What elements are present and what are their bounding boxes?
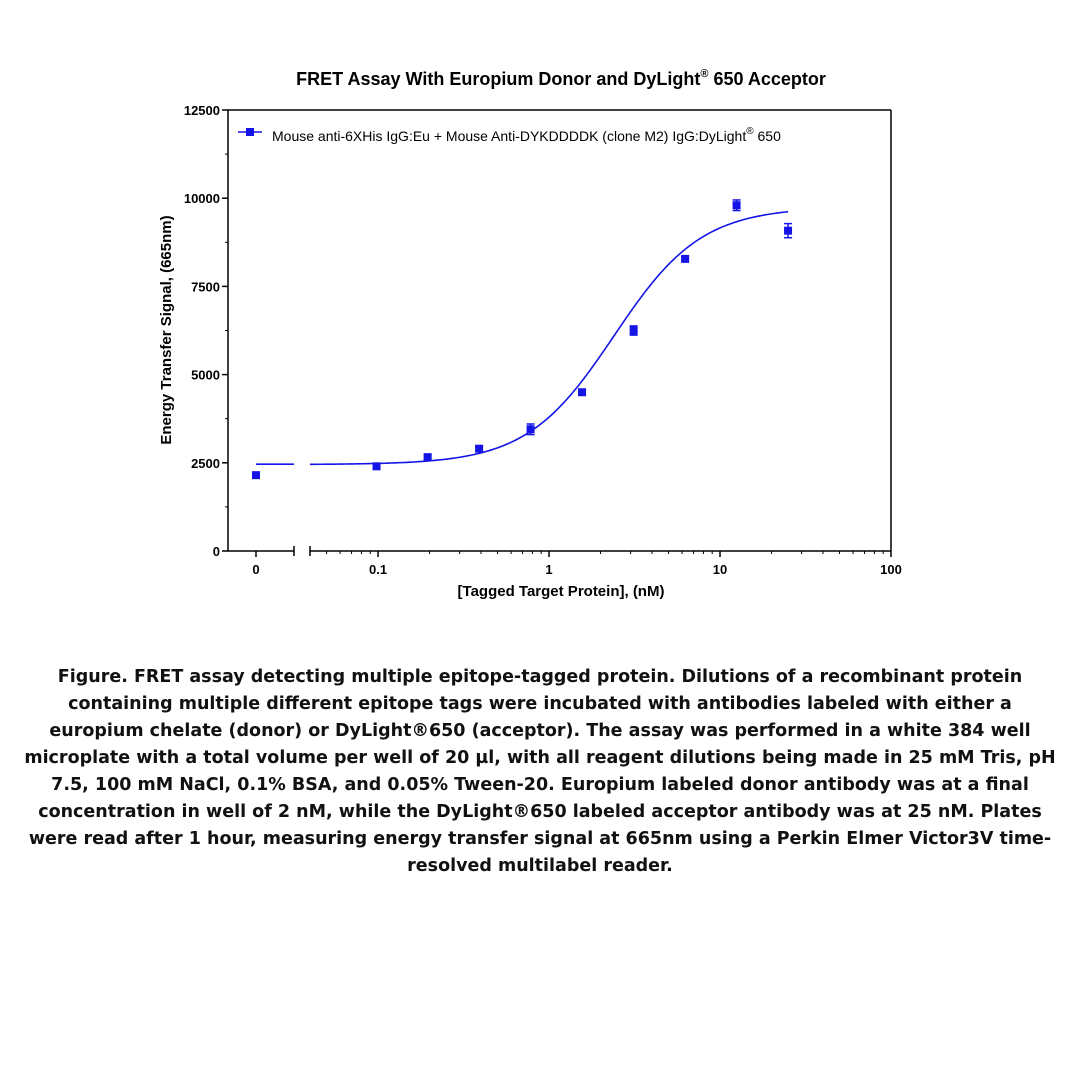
x-tick-label: 0	[252, 562, 260, 577]
fit-curve	[310, 212, 788, 465]
x-tick-label: 0.1	[369, 562, 388, 577]
y-tick-label: 7500	[191, 279, 220, 295]
chart-title: FRET Assay With Europium Donor and DyLight® 650 Acceptor	[296, 68, 826, 89]
x-tick-label: 1	[545, 562, 553, 577]
figure-caption: Figure. FRET assay detecting multiple epitope-tagged protein. Dilutions of a recombinant protein containing multiple different epitope tags were incubated with antibodies labeled with either a europium chelate (donor) or DyLight®650 (acceptor). The assay was performed in a white 384 well microplate with a total volume per well of 20 µl, with all reagent dilutions being made in 25 mM Tris, pH 7.5, 100 mM NaCl, 0.1% BSA, and 0.05% Tween-20. Europium labeled donor antibody was at a final concentration in well of 2 nM, while the DyLight®650 labeled acceptor antibody was at 25 nM. Plates were read after 1 hour, measuring energy transfer signal at 665nm using a Perkin Elmer Victor3V time-resolved multilabel reader.	[24, 667, 1056, 876]
x-tick-label: 10	[712, 562, 728, 577]
data-point	[252, 471, 260, 479]
y-tick-label: 0	[212, 544, 220, 559]
data-point	[630, 327, 638, 335]
data-point	[424, 453, 432, 461]
legend	[238, 126, 781, 144]
y-tick-label: 12500	[183, 103, 220, 118]
data-point	[681, 255, 689, 263]
y-axis-label: Energy Transfer Signal, (665nm)	[158, 215, 175, 445]
x-tick-label: 100	[880, 562, 902, 577]
data-point	[578, 388, 586, 396]
data-point	[784, 227, 792, 235]
legend-marker	[246, 128, 254, 136]
data-point	[475, 445, 483, 453]
y-tick-label: 2500	[191, 455, 220, 471]
data-point	[527, 425, 535, 433]
axes	[184, 103, 902, 577]
legend-label: Mouse anti-6XHis IgG:Eu + Mouse Anti-DYKDDDDK (clone M2) IgG:DyLight® 650	[272, 126, 781, 144]
data-point	[373, 462, 381, 470]
y-tick-label: 5000	[191, 367, 220, 383]
fit-curve-layer	[256, 212, 788, 465]
x-axis-label: [Tagged Target Protein], (nM)	[457, 583, 665, 600]
y-tick-label: 10000	[183, 191, 220, 207]
data-point	[733, 201, 741, 209]
